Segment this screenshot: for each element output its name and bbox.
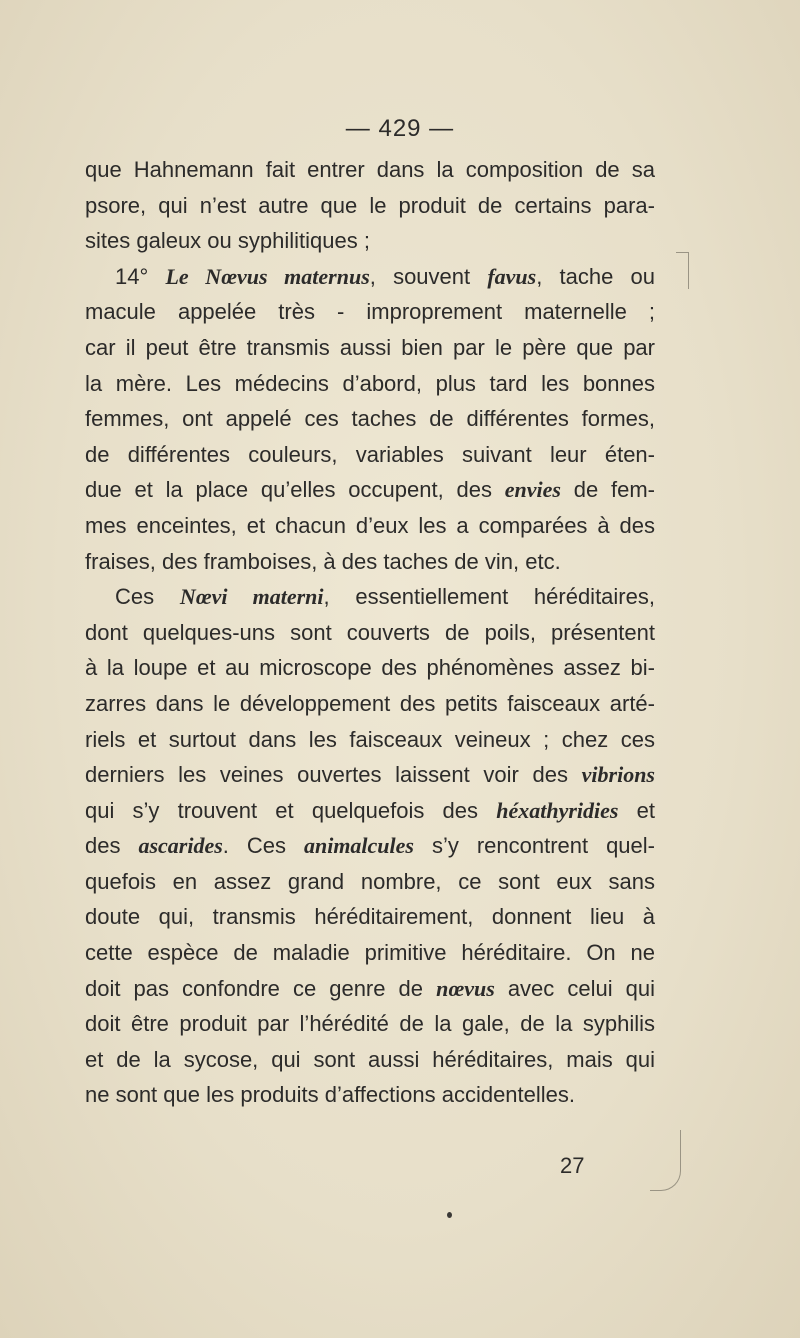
margin-bracket-top [676,252,689,289]
text-line: macule appelée très - improprement maternelle ; [85,299,655,325]
italic-term: vibrions [581,762,655,788]
text-line: due et la place qu’elles occupent, des envies de fem- [85,477,655,503]
text-line: riels et surtout dans les faisceaux veineux ; chez ces [85,726,655,752]
italic-term: Nœvi materni [179,584,324,610]
text-line: de différentes couleurs, variables suivant leur éten- [85,441,655,467]
italic-term: favus [487,263,537,289]
text-line: fraises, des framboises, à des taches de vin, etc. [85,548,561,574]
italic-term: nœvus [436,975,495,1001]
text-line: 14° Le Nœvus maternus, souvent favus, tache ou [115,263,656,289]
text-line: derniers les veines ouvertes laissent voir des vibrions [85,762,655,788]
text-line: et de la sycose, qui sont aussi héréditaires, mais qui [85,1046,655,1072]
text-line: des ascarides. Ces animalcules s’y rencontrent quel- [85,833,655,859]
text-line: quefois en assez grand nombre, ce sont eux sans [85,868,655,894]
body-text [85,152,655,1113]
text-line: Ces Nœvi materni, essentiellement héréditaires, [115,584,655,610]
text-line: femmes, ont appelé ces taches de différentes formes, [85,406,655,432]
text-line: qui s’y trouvent et quelquefois des héxathyridies et [85,797,656,823]
text-line: dont quelques-uns sont couverts de poils, présentent [85,619,655,645]
italic-term: ascarides [138,833,223,859]
text-line: cette espèce de maladie primitive héréditaire. On ne [85,940,655,966]
text-line: psore, qui n’est autre que le produit de certains para- [85,192,655,218]
text-line: car il peut être transmis aussi bien par le père que par [85,334,655,360]
italic-term: animalcules [303,833,414,859]
text-line: mes enceintes, et chacun d’eux les a comparées à des [85,512,655,538]
page-number: — 429 — [345,115,455,142]
text-line: à la loupe et au microscope des phénomènes assez bi- [85,655,655,681]
text-line: doit être produit par l’hérédité de la gale, de la syphilis [85,1011,655,1037]
ink-dot [447,1212,452,1218]
margin-bracket-bottom [650,1130,681,1191]
text-line: que Hahnemann fait entrer dans la composition de sa [85,157,655,182]
text-line: doute qui, transmis héréditairement, donnent lieu à [85,904,655,930]
italic-term: Le Nœvus maternus [165,263,370,289]
text-line: zarres dans le développement des petits faisceaux arté- [85,690,655,716]
signature-mark: 27 [560,1153,585,1178]
italic-term: envies [504,477,561,503]
italic-term: héxathyridies [496,797,619,823]
text-line: sites galeux ou syphilitiques ; [85,228,370,254]
text-line: doit pas confondre ce genre de nœvus avec celui qui [85,975,655,1001]
text-line: la mère. Les médecins d’abord, plus tard les bonnes [85,370,655,396]
text-line: ne sont que les produits d’affections accidentelles. [85,1082,576,1108]
